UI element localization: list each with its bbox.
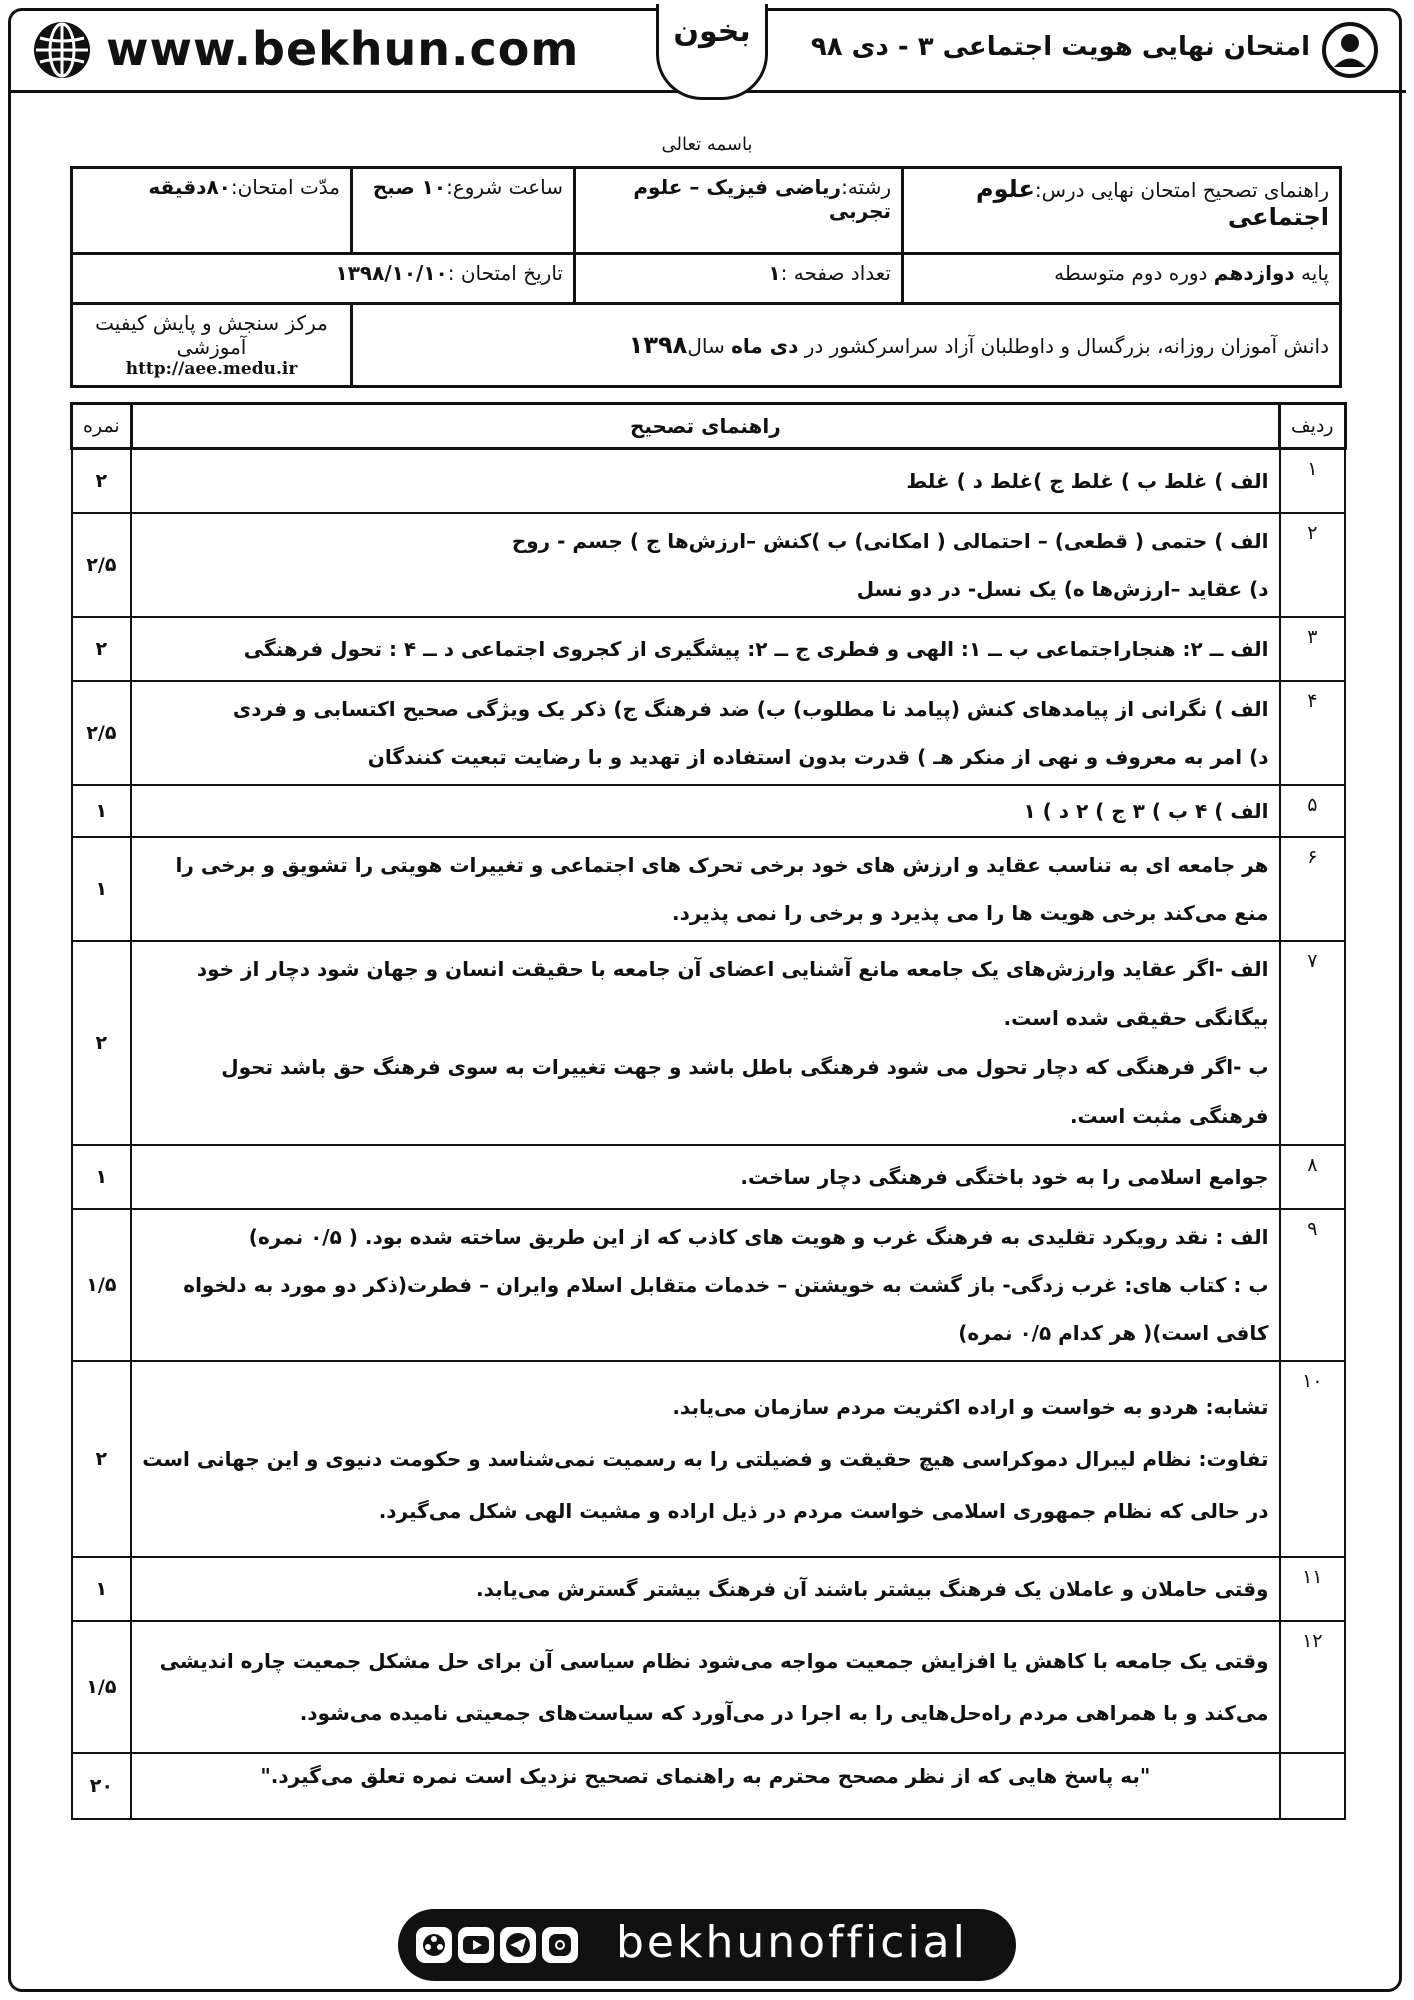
answer-line: ب : کتاب های: غرب زدگی- باز گشت به خویشتن – خدمات متقابل اسلام وایران – فطرت(ذکر دو مورد به دلخواه (183, 1272, 1269, 1297)
answer-line: وقتی یک جامعه با کاهش یا افزایش جمعیت مواجه می‌شود نظام سیاسی آن برای حل مشکل جمعیت چاره اندیشی (159, 1648, 1269, 1673)
table-row (72, 617, 1346, 681)
total-score: ۲۰ (72, 1753, 132, 1819)
answer-line: هر جامعه ای به تناسب عقاید و ارزش های خود برخی تحرک های اجتماعی و تغییرات هویتی را تشویق و برخی را (175, 852, 1269, 877)
date-cell: تاریخ امتحان :۱۳۹۸/۱۰/۱۰ (72, 254, 575, 304)
start-time-value: ۱۰ صبح (372, 175, 447, 199)
answer-line: الف : نقد رویکرد تقلیدی به فرهنگ غرب و هویت های کاذب که از این طریق ساخته شده بود. ( ۰/۵ نمره) (248, 1224, 1269, 1249)
answer-cell (131, 1621, 1279, 1753)
page-header (8, 8, 1406, 93)
answer-line: الف ) حتمی ( قطعی) – احتمالی ( امکانی) ب )کنش –ارزش‌ها ج ) جسم - روح (511, 528, 1269, 553)
exam-month: دی ماه (731, 334, 799, 358)
table-row (72, 785, 1346, 837)
answer-rows (72, 449, 1346, 1753)
pages-value: ۱ (768, 261, 781, 285)
answer-cell (131, 617, 1279, 681)
row-number: ۹ (1280, 1209, 1346, 1361)
center-name: مرکز سنجش و پایش کیفیت آموزشی (95, 311, 328, 359)
globe-icon (32, 20, 92, 80)
answer-line: الف ــ ۲: هنجاراجتماعی ب ــ ۱: الهی و فطری ج ــ ۲: پیشگیری از کجروی اجتماعی د ــ ۴ : تحول فرهنگی (243, 636, 1269, 661)
grade-cell: پایه دوازدهم دوره دوم متوسطه (903, 254, 1341, 304)
center-cell (72, 304, 352, 387)
answer-line: الف -اگر عقاید وارزش‌های یک جامعه مانع آشنایی اعضای آن جامعه با حقیقت انسان و جهان شود دچار از خود (196, 956, 1269, 981)
answer-line: د) امر به معروف و نهی از منکر هـ ) قدرت بدون استفاده از تهدید و با رضایت تبعیت کنندگان (367, 744, 1269, 769)
social-handle[interactable]: bekhunofficial (616, 1917, 968, 1968)
answer-line: جوامع اسلامی را به خود باختگی فرهنگی دچار ساخت. (740, 1164, 1269, 1189)
table-row (72, 681, 1346, 785)
user-icon (1322, 22, 1378, 78)
start-time-cell: ساعت شروع:۱۰ صبح (352, 168, 575, 254)
answer-line: تشابه: هردو به خواست و اراده اکثریت مردم سازمان می‌یابد. (672, 1394, 1269, 1419)
row-score: ۲ (72, 1361, 132, 1557)
answer-line: الف ) غلط ب ) غلط ج )غلط د ) غلط (906, 468, 1269, 493)
site-url[interactable]: www.bekhun.com (106, 22, 580, 76)
audience-cell: دانش آموزان روزانه، بزرگسال و داوطلبان آزاد سراسرکشور در دی ماه سال۱۳۹۸ (352, 304, 1341, 387)
answer-cell (131, 449, 1279, 513)
course-cell: راهنمای تصحیح امتحان نهایی درس:علوم اجتماعی (903, 168, 1341, 254)
answer-line: الف ) نگرانی از پیامدهای کنش (پیامد نا مطلوب) ب) ضد فرهنگ ج) ذکر یک ویژگی صحیح اکتسابی و فردی (232, 696, 1269, 721)
table-row (72, 837, 1346, 941)
youtube-icon[interactable] (458, 1927, 494, 1963)
col-row-header: ردیف (1280, 404, 1346, 449)
answer-cell (131, 1145, 1279, 1209)
answer-cell (131, 785, 1279, 837)
course-value: علوم اجتماعی (976, 175, 1329, 231)
social-bar (398, 1909, 1016, 1981)
answer-line: وقتی حاملان و عاملان یک فرهنگ بیشتر باشند آن فرهنگ بیشتر گسترش می‌یابد. (476, 1576, 1269, 1601)
instagram-icon[interactable] (542, 1927, 578, 1963)
answer-cell (131, 1209, 1279, 1361)
answer-line: در حالی که نظام جمهوری اسلامی خواست مردم در ذیل اراده و مشیت الهی شکل می‌گیرد. (378, 1498, 1269, 1523)
row-number: ۷ (1280, 941, 1346, 1145)
row-score: ۱ (72, 1145, 132, 1209)
col-score-header: نمره (72, 404, 132, 449)
row-score: ۱/۵ (72, 1209, 132, 1361)
row-score: ۲ (72, 941, 132, 1145)
answer-line: الف ) ۴ ب ) ۳ ج ) ۲ د ) ۱ (1023, 798, 1269, 823)
row-score: ۲ (72, 449, 132, 513)
basmala: باسمه تعالی (661, 134, 753, 155)
answer-cell (131, 941, 1279, 1145)
row-number: ۱۲ (1280, 1621, 1346, 1753)
table-row (72, 1621, 1346, 1753)
exam-info-table (70, 166, 1342, 388)
row-score: ۲ (72, 617, 132, 681)
table-row (72, 449, 1346, 513)
table-header-row (72, 404, 1346, 449)
bekhun-logo (656, 4, 768, 100)
row-number: ۴ (1280, 681, 1346, 785)
grade-value: دوازدهم (1213, 261, 1295, 285)
row-number: ۸ (1280, 1145, 1346, 1209)
answer-cell (131, 1557, 1279, 1621)
table-row (72, 513, 1346, 617)
answer-cell (131, 681, 1279, 785)
row-score: ۱/۵ (72, 1621, 132, 1753)
answer-line: د) عقاید –ارزش‌ها ه) یک نسل- در دو نسل (856, 576, 1269, 601)
exam-year: ۱۳۹۸ (628, 331, 688, 359)
row-number: ۳ (1280, 617, 1346, 681)
date-value: ۱۳۹۸/۱۰/۱۰ (335, 261, 448, 285)
field-value: ریاضی فیزیک – علوم تجربی (633, 175, 891, 223)
row-score: ۱ (72, 1557, 132, 1621)
center-url[interactable]: http://aee.medu.ir (125, 359, 298, 379)
row-score: ۱ (72, 785, 132, 837)
footer-row (72, 1753, 1346, 1819)
table-row (72, 1145, 1346, 1209)
row-score: ۲/۵ (72, 513, 132, 617)
answer-line: فرهنگی مثبت است. (1069, 1103, 1269, 1128)
row-number: ۲ (1280, 513, 1346, 617)
answer-key-table (70, 402, 1347, 1820)
exam-title: امتحان نهایی هویت اجتماعی ۳ - دی ۹۸ (810, 32, 1310, 62)
telegram-icon[interactable] (500, 1927, 536, 1963)
footer-note: "به پاسخ هایی که از نظر مصحح محترم به راهنمای تصحیح نزدیک است نمره تعلق می‌گیرد." (131, 1753, 1279, 1819)
col-guide-header: راهنمای تصحیح (131, 404, 1279, 449)
answer-line: کافی است)( هر کدام ۰/۵ نمره) (958, 1320, 1269, 1345)
answer-cell (131, 1361, 1279, 1557)
row-number: ۱۰ (1280, 1361, 1346, 1557)
logo-text: بخون (673, 14, 751, 49)
duration-value: ۸۰دقیقه (148, 175, 231, 199)
answer-line: منع می‌کند برخی هویت ها را می پذیرد و برخی را نمی پذیرد. (672, 900, 1269, 925)
row-number: ۵ (1280, 785, 1346, 837)
table-row (72, 1209, 1346, 1361)
row-score: ۱ (72, 837, 132, 941)
pages-cell: تعداد صفحه :۱ (575, 254, 903, 304)
answer-line: ب -اگر فرهنگی که دچار تحول می شود فرهنگی باطل باشد و جهت تغییرات به سوی فرهنگ حق باشد تحول (221, 1054, 1269, 1079)
film-reel-icon[interactable] (416, 1927, 452, 1963)
table-row (72, 1361, 1346, 1557)
row-number: ۱ (1280, 449, 1346, 513)
answer-line: بیگانگی حقیقی شده است. (1003, 1005, 1269, 1030)
table-row (72, 941, 1346, 1145)
footer-row-number (1280, 1753, 1346, 1819)
duration-cell: مدّت امتحان:۸۰دقیقه (72, 168, 352, 254)
table-row (72, 1557, 1346, 1621)
answer-line: می‌کند و با همراهی مردم راه‌حل‌هایی را به اجرا در می‌آورد که سیاست‌های جمعیتی نامیده می‌شود. (299, 1700, 1269, 1725)
answer-cell (131, 513, 1279, 617)
field-cell: رشته:ریاضی فیزیک – علوم تجربی (575, 168, 903, 254)
row-number: ۱۱ (1280, 1557, 1346, 1621)
social-icons (416, 1927, 578, 1963)
row-number: ۶ (1280, 837, 1346, 941)
answer-line: تفاوت: نظام لیبرال دموکراسی هیچ حقیقت و فضیلتی را به رسمیت نمی‌شناسد و حکومت دنیوی و این جهانی است (142, 1446, 1269, 1471)
answer-cell (131, 837, 1279, 941)
row-score: ۲/۵ (72, 681, 132, 785)
